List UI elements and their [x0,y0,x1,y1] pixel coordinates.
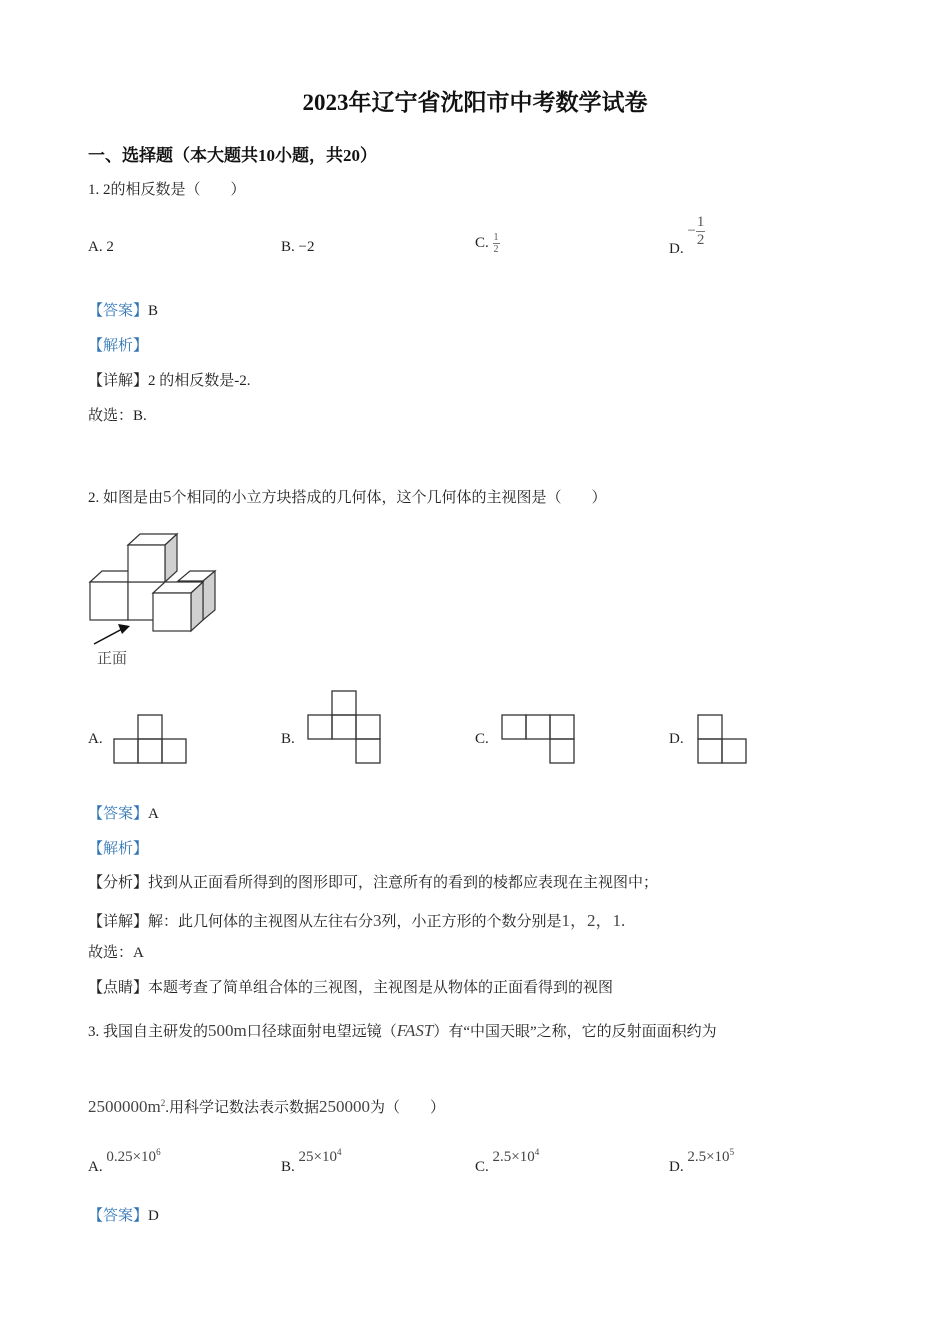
q2-option-a-label: A. [88,731,103,747]
figure-caption: 正面 [97,651,128,667]
question-3-line2 [88,1096,445,1117]
question-number: 2. [88,490,100,506]
q1-detail [88,369,251,390]
question-text: 如图是由 [103,490,164,506]
fenxi-text: 找到从正面看所得到的图形即可，注意所有的看到的棱都应表现在主视图中； [148,875,659,891]
option-label: B. [281,1159,295,1175]
question-text: 个相同的小立方块搭成的几何体，这个几何体的主视图是（ ） [171,490,607,506]
q2-option-d-figure [697,714,749,764]
q2-fenxi [88,871,658,892]
exponent: 5 [729,1147,735,1157]
fenxi-label: 【分析】 [88,875,149,891]
area-exponent: 2 [160,1098,166,1108]
mantissa: 2.5×10 [687,1149,730,1165]
dianjing-label: 【点睛】 [88,980,149,996]
exponent: 6 [156,1147,161,1157]
question-2-stem [88,486,607,507]
question-text: 我国自主研发的 [103,1024,209,1040]
answer-label: 【答案】 [88,1208,149,1224]
q2-answer [88,802,159,823]
question-text: 口径球面射电望远镜（ [246,1024,397,1040]
question-text: .用科学记数法表示数据 [165,1100,319,1116]
q2-option-d-label: D. [669,731,684,747]
numerator: 1 [493,232,499,243]
fraction [493,232,500,255]
q2-analysis-label: 【解析】 [88,841,149,857]
minus-sign: − [687,222,696,239]
option-value [687,1149,734,1165]
q1-analysis-label: 【解析】 [88,338,149,354]
q2-option-a-figure [113,714,188,764]
denominator: 2 [696,232,705,248]
question-number: 3. [88,1024,100,1040]
q1-option-a [88,239,114,256]
fast-acronym: FAST [396,1021,434,1040]
option-value: 2 [106,239,114,255]
numerator: 1 [696,214,705,230]
choose-label: 故选： [88,408,134,424]
detail-label: 【详解】 [88,914,149,930]
question-text: 为（ ） [370,1100,446,1116]
option-label: B. [281,239,295,255]
page-title: 2023年辽宁省沈阳市中考数学试卷 [302,90,648,115]
option-label: C. [475,1159,489,1175]
option-value [106,1149,160,1165]
detail-text: 解：此几何体的主视图从左往右分 [148,914,374,930]
question-number: 1. [88,182,100,198]
option-label: C. [475,234,489,251]
q2-option-c-figure [501,714,577,764]
q2-option-b-figure [307,690,383,764]
detail-number: 3 [373,911,382,930]
answer-value: B [148,303,159,319]
option-value [299,1149,342,1165]
q3-option-d [669,1147,735,1176]
option-label: A. [88,239,103,255]
dianjing-text: 本题考查了简单组合体的三视图，主视图是从物体的正面看得到的视图 [148,980,614,996]
exponent: 4 [534,1147,540,1157]
choose-label: 故选： [88,945,134,961]
choose-value: B. [133,408,147,424]
q1-option-b [281,239,314,256]
data-number: 250000 [319,1097,370,1116]
detail-text: 2 的相反数是-2. [148,373,251,389]
option-label: A. [88,1159,103,1175]
telescope-size: 500m [208,1021,247,1040]
q1-answer [88,299,158,320]
detail-label: 【详解】 [88,373,149,389]
q2-option-c-label: C. [475,731,489,747]
q2-detail [88,906,625,931]
detail-counts: 1，2，1. [561,911,626,930]
q3-option-b [281,1147,342,1176]
option-label: D. [669,1159,684,1175]
question-3-stem [88,1020,717,1041]
q2-choose [88,941,144,962]
fraction [696,214,706,249]
q3-option-c [475,1147,540,1176]
q3-option-a [88,1147,161,1176]
q1-choose [88,404,147,425]
q2-dianjing [88,976,613,997]
denominator: 2 [493,244,499,255]
q2-option-b-label: B. [281,731,295,747]
area-value: 2500000m [88,1097,161,1116]
q1-option-d [669,214,705,257]
answer-label: 【答案】 [88,806,149,822]
option-label: D. [669,240,684,257]
answer-value: A [148,806,159,822]
question-text: ）有“中国天眼”之称，它的反射面面积约为 [433,1024,717,1040]
q3-answer [88,1204,159,1225]
option-value: −2 [298,239,315,255]
section-heading: 一、选择题（本大题共10小题，共20） [88,146,377,165]
cube-figure [88,530,223,640]
choose-value: A [133,945,144,961]
option-value [493,1149,540,1165]
question-text: 2的相反数是（ ） [103,182,246,198]
mantissa: 2.5×10 [492,1149,535,1165]
question-1-stem [88,178,246,199]
q1-option-c [475,232,500,255]
detail-text: 列，小正方形的个数分别是 [381,914,562,930]
answer-value: D [148,1208,159,1224]
question-number-inline: 5 [163,487,172,506]
exponent: 4 [336,1147,342,1157]
mantissa: 0.25×10 [106,1149,157,1165]
mantissa: 25×10 [298,1149,337,1165]
answer-label: 【答案】 [88,303,149,319]
